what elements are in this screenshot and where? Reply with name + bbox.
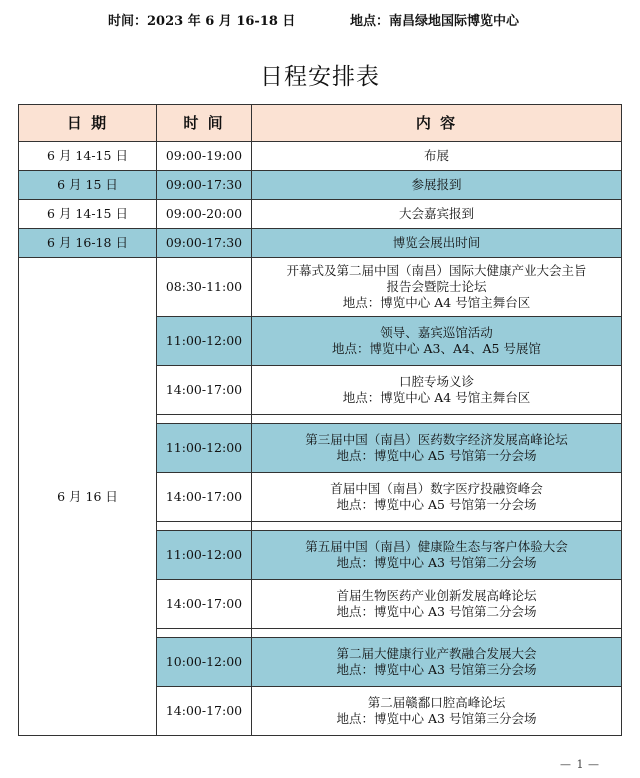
content-location: 地点：博览中心 A3 号馆第三分会场 [336, 711, 537, 726]
content-line: 首届生物医药产业创新发展高峰论坛 [336, 588, 537, 603]
cell-date: 6 月 15 日 [19, 171, 157, 200]
content-location: 地点：博览中心 A5 号馆第一分会场 [336, 448, 537, 463]
spacer-cell [252, 522, 622, 531]
table-row [19, 142, 622, 171]
cell-content: 参展报到 [252, 171, 622, 200]
cell-time: 11:00-12:00 [157, 317, 252, 366]
spacer-cell [252, 415, 622, 424]
cell-time: 14:00-17:00 [157, 473, 252, 522]
cell-date: 6 月 14-15 日 [19, 200, 157, 229]
cell-time: 14:00-17:00 [157, 687, 252, 736]
content-location: 地点：博览中心 A5 号馆第一分会场 [336, 497, 537, 512]
table-row [19, 258, 622, 317]
cell-time: 11:00-12:00 [157, 531, 252, 580]
page-title: 日程安排表 [260, 64, 380, 90]
cell-content [252, 366, 622, 415]
spacer-cell [252, 629, 622, 638]
spacer-cell [157, 629, 252, 638]
header-time: 时 间 [157, 105, 252, 142]
header-date: 日 期 [19, 105, 157, 142]
content-line: 口腔专场义诊 [398, 374, 474, 389]
cell-date: 6 月 14-15 日 [19, 142, 157, 171]
cell-content: 大会嘉宾报到 [252, 200, 622, 229]
content-location: 地点：博览中心 A4 号馆主舞台区 [342, 390, 531, 405]
spacer-cell [157, 522, 252, 531]
cell-content: 博览会展出时间 [252, 229, 622, 258]
content-line: 首届中国（南昌）数字医疗投融资峰会 [330, 481, 543, 496]
cell-content [252, 473, 622, 522]
table-body [19, 142, 622, 736]
content-location: 地点：博览中心 A3 号馆第二分会场 [336, 604, 537, 619]
cell-time: 09:00-20:00 [157, 200, 252, 229]
cell-content [252, 424, 622, 473]
cell-time: 10:00-12:00 [157, 638, 252, 687]
cell-time: 09:00-17:30 [157, 229, 252, 258]
cell-content [252, 531, 622, 580]
content-location: 地点：博览中心 A3、A4、A5 号展馆 [332, 341, 541, 356]
header-content: 内 容 [252, 105, 622, 142]
table-row [19, 171, 622, 200]
content-location: 地点：博览中心 A3 号馆第二分会场 [336, 555, 537, 570]
content-line: 领导、嘉宾巡馆活动 [380, 325, 493, 340]
spacer-cell [157, 415, 252, 424]
page-footer: — 1 — [560, 758, 600, 771]
event-time: 时间：2023 年 6 月 16-18 日 [108, 14, 296, 29]
cell-content [252, 638, 622, 687]
cell-content [252, 258, 622, 317]
cell-content [252, 580, 622, 629]
content-line: 报告会暨院士论坛 [386, 279, 487, 294]
cell-date: 6 月 16-18 日 [19, 229, 157, 258]
table-row [19, 229, 622, 258]
content-line: 第三届中国（南昌）医药数字经济发展高峰论坛 [305, 432, 568, 447]
cell-date-june16: 6 月 16 日 [19, 258, 157, 736]
content-line: 第二届赣鄱口腔高峰论坛 [367, 695, 506, 710]
content-line: 开幕式及第二届中国（南昌）国际大健康产业大会主旨 [286, 263, 587, 278]
cell-time: 14:00-17:00 [157, 580, 252, 629]
cell-time: 14:00-17:00 [157, 366, 252, 415]
cell-time: 09:00-17:30 [157, 171, 252, 200]
cell-time: 11:00-12:00 [157, 424, 252, 473]
cell-time: 08:30-11:00 [157, 258, 252, 317]
content-line: 第二届大健康行业产教融合发展大会 [336, 646, 537, 661]
cell-content: 布展 [252, 142, 622, 171]
page-number: 1 [576, 758, 584, 771]
content-location: 地点：博览中心 A3 号馆第三分会场 [336, 662, 537, 677]
header-line [0, 10, 640, 30]
cell-content [252, 687, 622, 736]
event-venue: 地点：南昌绿地国际博览中心 [350, 14, 520, 29]
content-line: 第五届中国（南昌）健康险生态与客户体验大会 [305, 539, 568, 554]
schedule-table [18, 104, 622, 736]
cell-time: 09:00-19:00 [157, 142, 252, 171]
content-location: 地点：博览中心 A4 号馆主舞台区 [342, 295, 531, 310]
table-header-row [19, 105, 622, 142]
table-row [19, 200, 622, 229]
cell-content [252, 317, 622, 366]
